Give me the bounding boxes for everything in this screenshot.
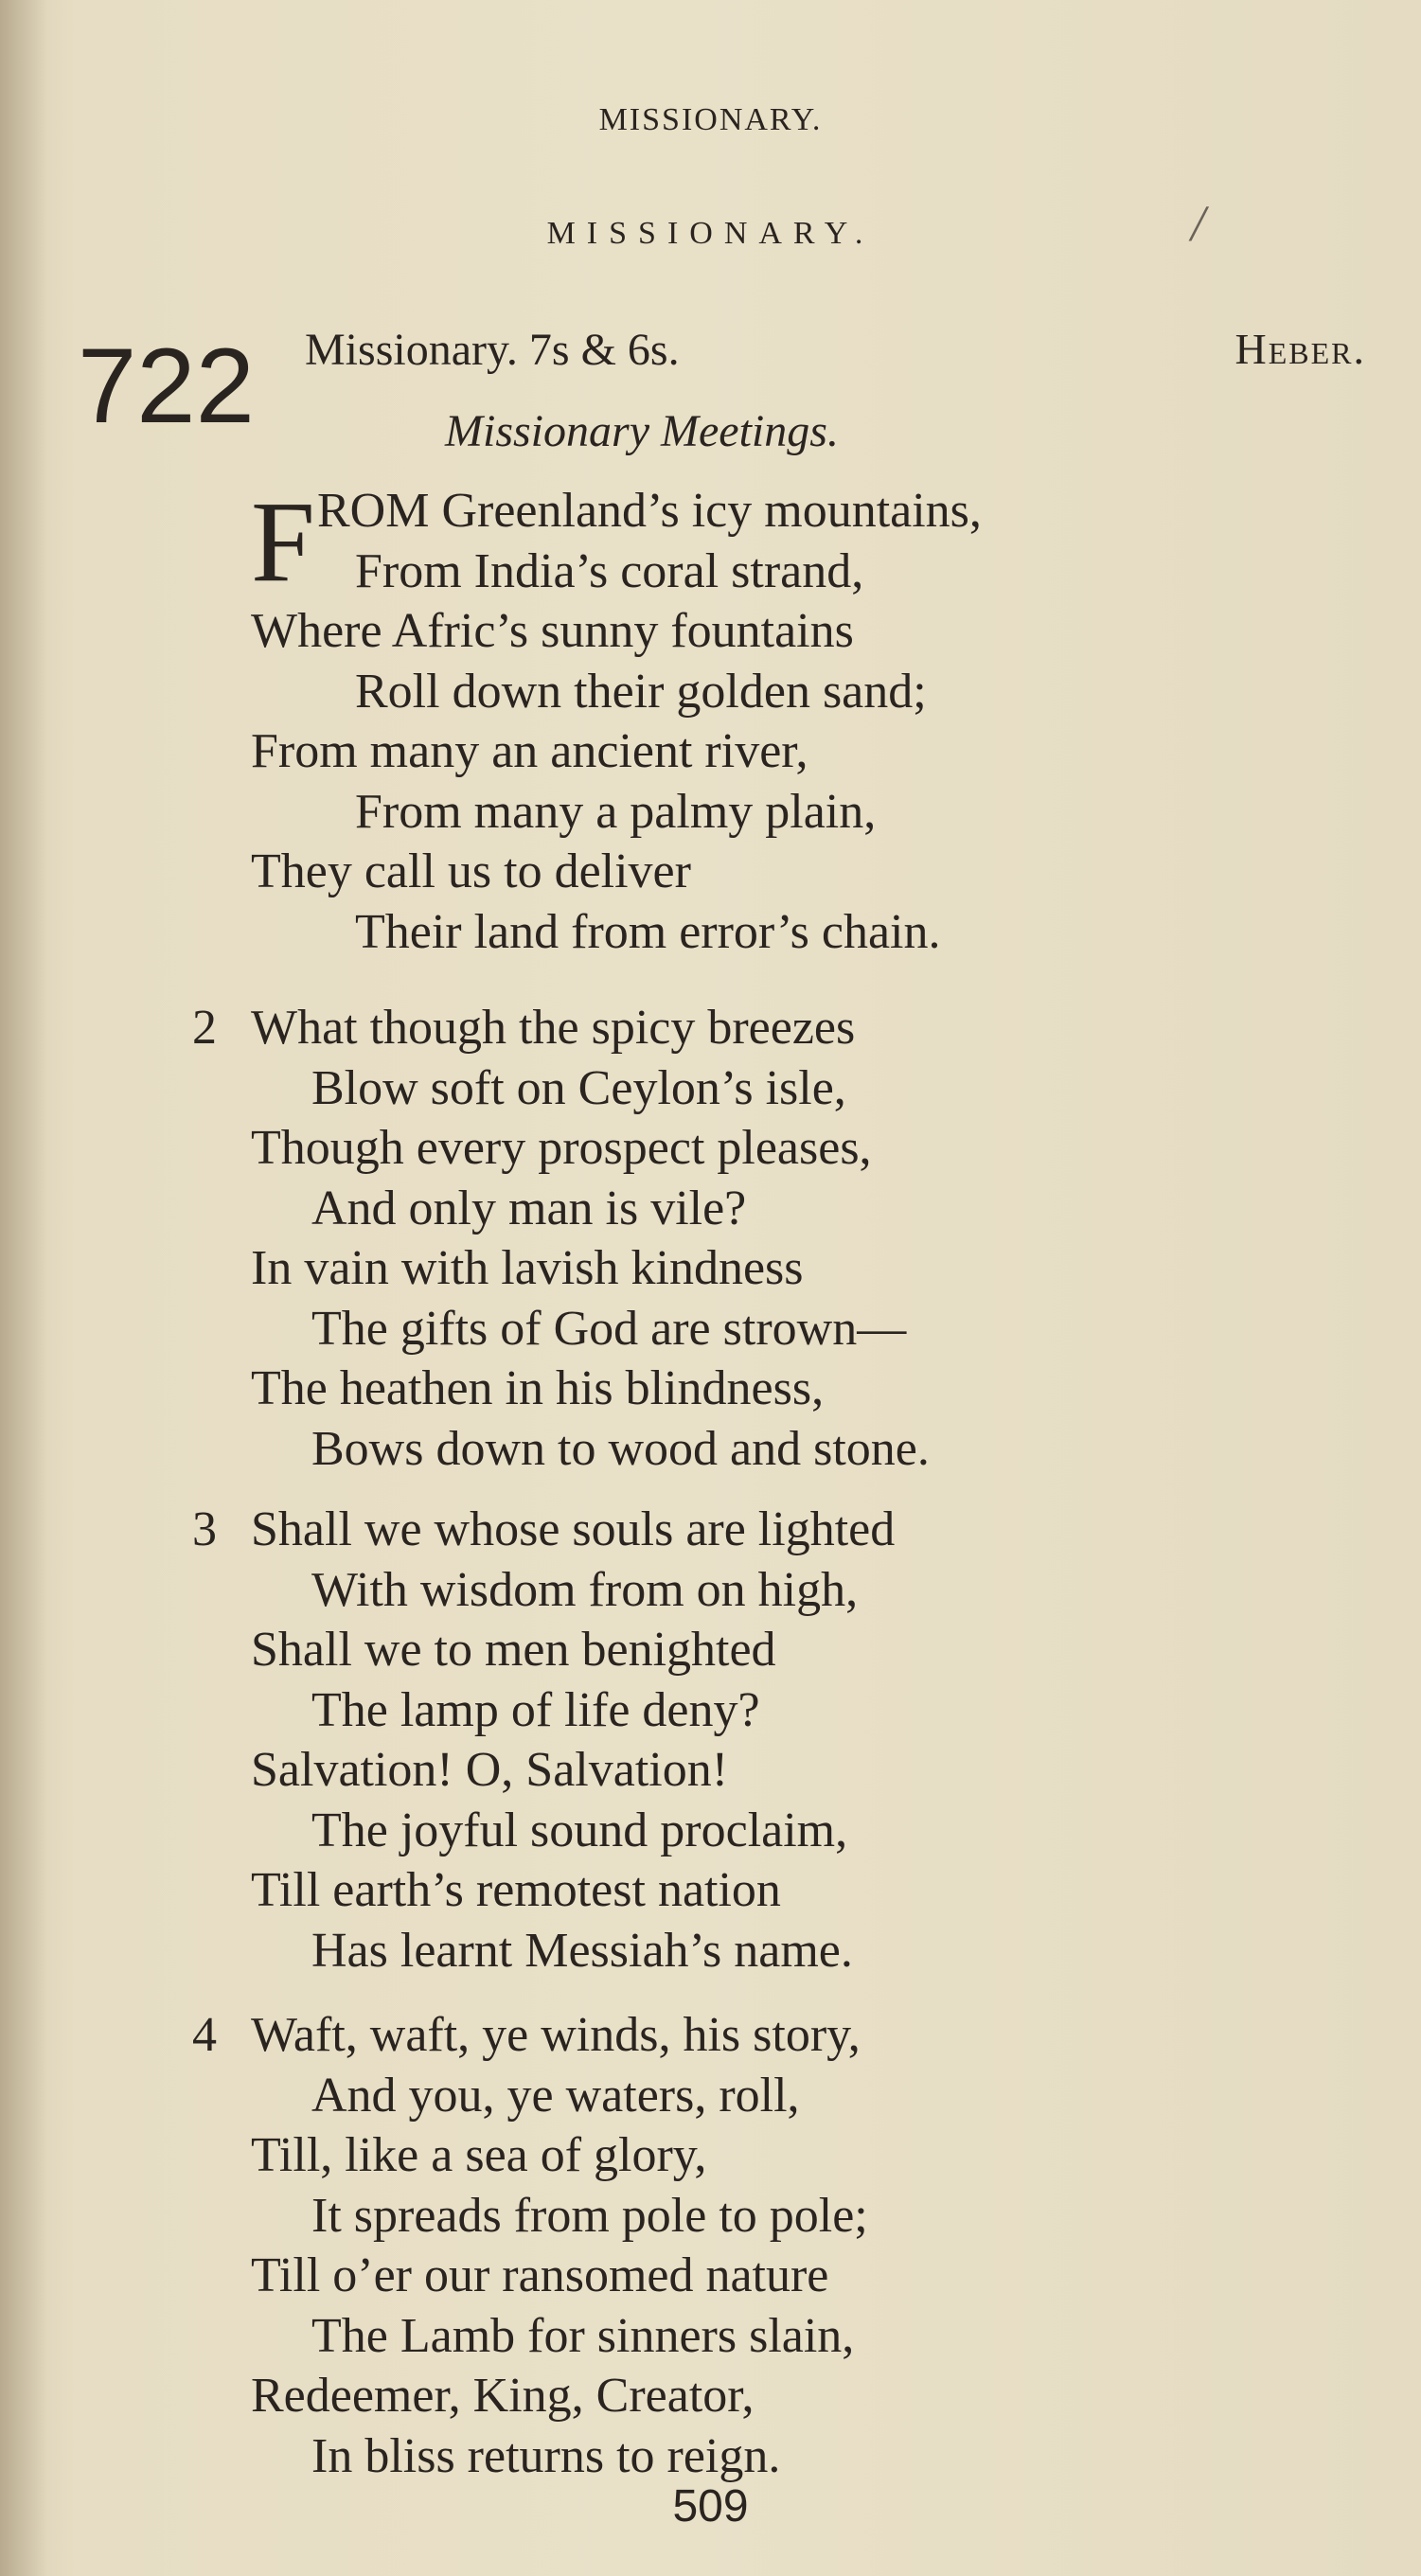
verse-line: Redeemer, King, Creator, — [251, 2369, 755, 2423]
verse-line: The joyful sound proclaim, — [311, 1803, 848, 1857]
verse-line: Roll down their golden sand; — [355, 664, 927, 719]
verse-line: Till earth’s remotest nation — [251, 1863, 781, 1917]
stanza-number: 2 — [192, 1001, 217, 1055]
verse-line: Waft, waft, ye winds, his story, — [251, 2008, 861, 2062]
stanza-number: 4 — [192, 2008, 217, 2062]
verse-line: Has learnt Messiah’s name. — [311, 1923, 853, 1978]
verse-line: Till o’er our ransomed nature — [251, 2248, 829, 2302]
stanza-3 — [192, 1500, 1340, 1981]
verse-line: Where Afric’s sunny fountains — [251, 604, 854, 658]
verse-line: The Lamb for sinners slain, — [311, 2308, 855, 2363]
verse-line: From India’s coral strand, — [355, 543, 864, 598]
verse-line: Shall we whose souls are lighted — [251, 1502, 896, 1556]
verse-line: In vain with lavish kindness — [251, 1241, 804, 1295]
verse-line: Shall we to men benighted — [251, 1623, 776, 1677]
verse-line: In bliss returns to reign. — [311, 2428, 781, 2483]
verse-line: The heathen in his blindness, — [251, 1361, 825, 1415]
verse-line: What though the spicy breezes — [251, 1001, 856, 1055]
hymn-number: 722 — [78, 327, 255, 445]
hymn-title: Missionary Meetings. — [445, 406, 839, 456]
verse-line: Though every prospect pleases, — [251, 1121, 872, 1175]
verse-line: Till, like a sea of glory, — [251, 2128, 707, 2182]
drop-cap: F — [251, 478, 315, 606]
stanza-1 — [251, 478, 1340, 962]
verse-line: And you, ye waters, roll, — [311, 2068, 800, 2123]
verse-line: They call us to deliver — [251, 844, 691, 898]
stanza-2 — [192, 998, 1340, 1479]
stanza-4 — [192, 2005, 1340, 2486]
section-heading: MISSIONARY. — [546, 216, 875, 251]
verse-line: Salvation! O, Salvation! — [251, 1743, 729, 1797]
binding-shadow — [0, 0, 47, 2576]
verse-line: Blow soft on Ceylon’s isle, — [311, 1060, 846, 1115]
verse-line: With wisdom from on high, — [311, 1562, 859, 1617]
pencil-margin-mark: / — [1191, 195, 1206, 252]
verse-line: The lamp of life deny? — [311, 1682, 760, 1737]
verse-line: Bows down to wood and stone. — [311, 1421, 930, 1476]
verse-line: ROM Greenland’s icy mountains, — [317, 484, 982, 538]
verse-line: The gifts of God are strown— — [311, 1301, 907, 1356]
hymn-author: Heber. — [1234, 325, 1366, 373]
tune-meter: Missionary. 7s & 6s. — [305, 325, 680, 375]
verse-line: And only man is vile? — [311, 1181, 747, 1235]
verse-line: From many a palmy plain, — [355, 784, 877, 839]
verse-line: From many an ancient river, — [251, 724, 808, 778]
verse-line: Their land from error’s chain. — [355, 904, 941, 959]
stanza-number: 3 — [192, 1502, 217, 1556]
verse-line: It spreads from pole to pole; — [311, 2188, 868, 2243]
running-head: MISSIONARY. — [598, 102, 823, 137]
page-number: 509 — [672, 2481, 749, 2532]
